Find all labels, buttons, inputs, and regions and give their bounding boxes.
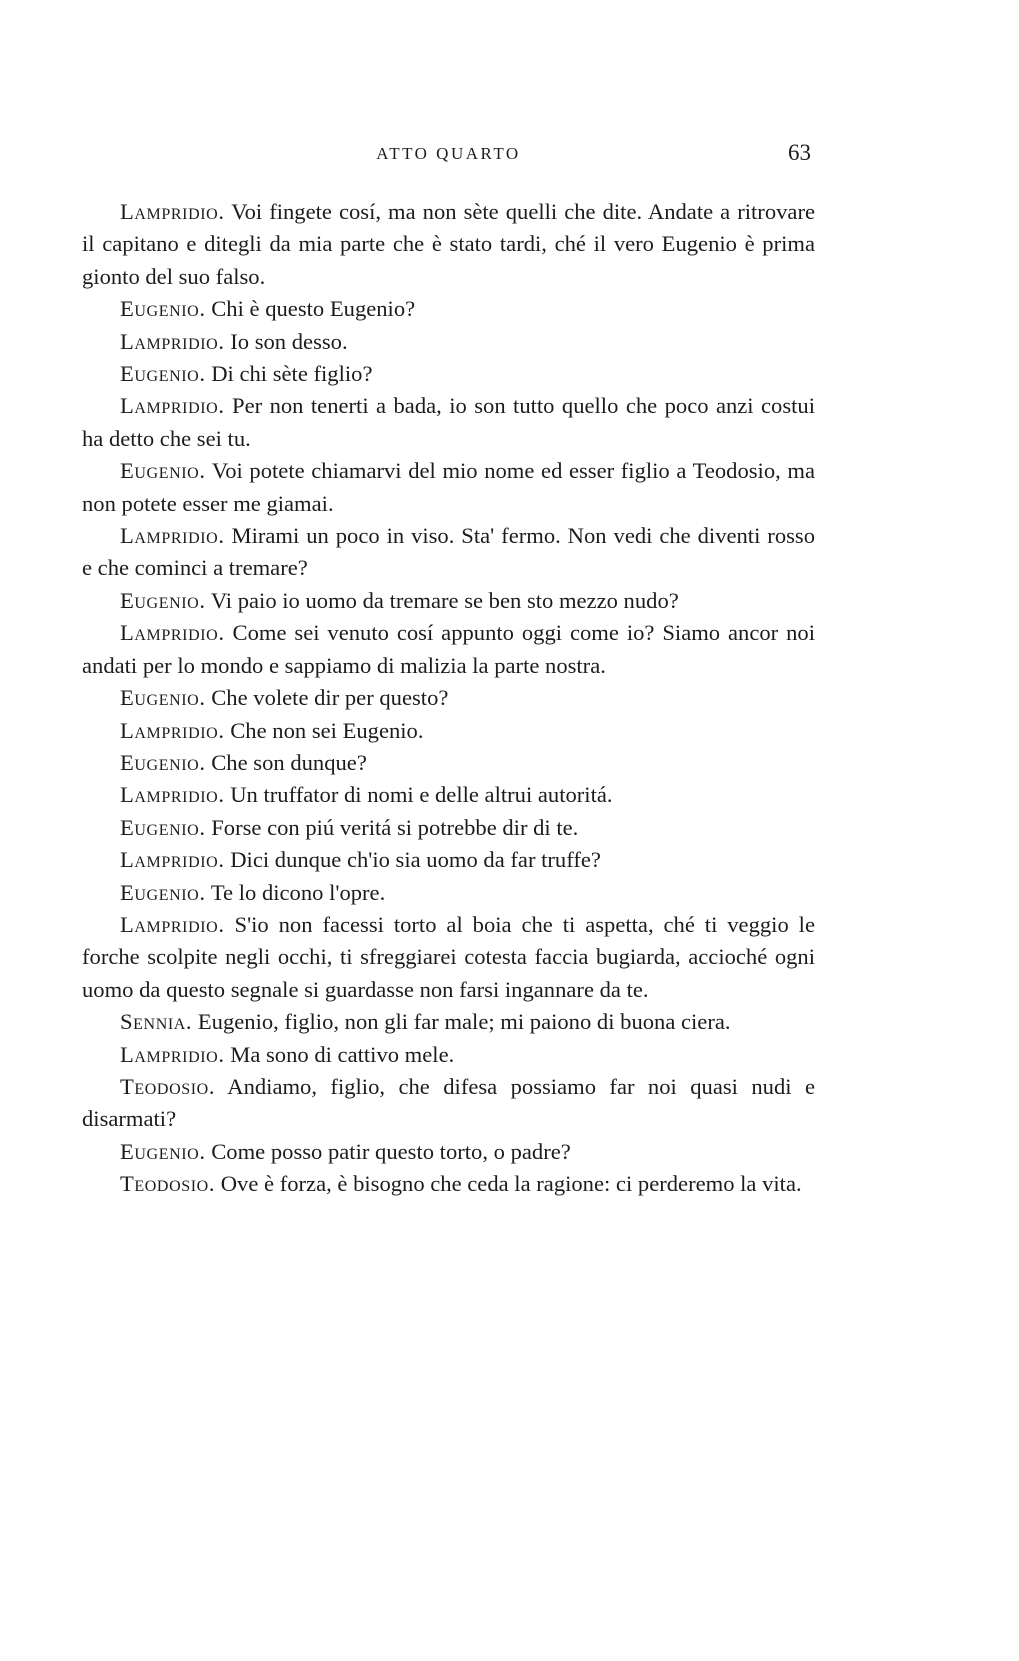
speaker-name: Eugenio. bbox=[120, 296, 206, 322]
speech-paragraph bbox=[82, 1168, 815, 1200]
speech-paragraph bbox=[82, 812, 815, 844]
speaker-name: Eugenio. bbox=[120, 879, 206, 905]
speaker-name: Teodosio. bbox=[120, 1171, 216, 1197]
speaker-name: Lampridio. bbox=[120, 199, 225, 224]
speech-paragraph bbox=[82, 326, 815, 358]
speaker-name: Lampridio. bbox=[120, 782, 225, 808]
speech-paragraph bbox=[82, 585, 815, 617]
speech-paragraph bbox=[82, 844, 815, 876]
speech-paragraph bbox=[82, 1006, 815, 1038]
speaker-name: Lampridio. bbox=[120, 847, 225, 873]
play-dialogue bbox=[82, 196, 815, 1201]
speech-text: Per non tenerti a bada, io son tutto quello che poco anzi costui ha detto che sei tu. bbox=[82, 393, 815, 451]
speech-paragraph bbox=[82, 196, 815, 293]
speaker-name: Lampridio. bbox=[120, 393, 225, 419]
speech-text: Come sei venuto cosí appunto oggi come io? Siamo ancor noi andati per lo mondo e sappiamo di malizia la parte nostra. bbox=[82, 620, 815, 678]
speech-paragraph bbox=[82, 909, 815, 1006]
speech-text: Che volete dir per questo? bbox=[211, 685, 449, 711]
speaker-name: Eugenio. bbox=[120, 685, 206, 711]
speech-text: Forse con piú veritá si potrebbe dir di te. bbox=[211, 814, 579, 840]
page-number: 63 bbox=[788, 140, 811, 165]
speech-paragraph bbox=[82, 682, 815, 714]
speech-text: Chi è questo Eugenio? bbox=[211, 296, 416, 322]
speaker-name: Lampridio. bbox=[120, 328, 225, 354]
speech-paragraph bbox=[82, 455, 815, 520]
speech-paragraph bbox=[82, 715, 815, 747]
speech-text: Ma sono di cattivo mele. bbox=[230, 1041, 455, 1067]
speech-text: Che non sei Eugenio. bbox=[230, 717, 424, 743]
speech-paragraph bbox=[82, 877, 815, 909]
speech-paragraph bbox=[82, 1136, 815, 1168]
speech-text: Eugenio, figlio, non gli far male; mi paiono di buona ciera. bbox=[197, 1009, 731, 1035]
running-head bbox=[82, 140, 815, 176]
speaker-name: Teodosio. bbox=[120, 1073, 216, 1099]
speech-paragraph bbox=[82, 390, 815, 455]
speech-text: Mirami un poco in viso. Sta' fermo. Non vedi che diventi rosso e che cominci a tremare? bbox=[82, 523, 815, 581]
speaker-name: Lampridio. bbox=[120, 620, 225, 646]
speech-text: Voi potete chiamarvi del mio nome ed esser figlio a Teodosio, ma non potete esser me giamai. bbox=[82, 458, 815, 516]
speaker-name: Eugenio. bbox=[120, 587, 206, 613]
speech-text: Voi fingete cosí, ma non sète quelli che dite. Andate a ritrovare il capitano e ditegli da mia parte che è stato tardi, ché il vero Eugenio è prima gionto del suo falso. bbox=[82, 199, 815, 289]
speech-text: Come posso patir questo torto, o padre? bbox=[211, 1138, 571, 1164]
speaker-name: Eugenio. bbox=[120, 814, 206, 840]
speaker-name: Eugenio. bbox=[120, 458, 206, 484]
speech-text: Dici dunque ch'io sia uomo da far truffe? bbox=[230, 847, 601, 873]
speech-text: Che son dunque? bbox=[211, 749, 367, 775]
speech-paragraph bbox=[82, 293, 815, 325]
speech-text: Di chi sète figlio? bbox=[211, 361, 373, 387]
speech-paragraph bbox=[82, 747, 815, 779]
speech-paragraph bbox=[82, 520, 815, 585]
speaker-name: Lampridio. bbox=[120, 1041, 225, 1067]
speaker-name: Lampridio. bbox=[120, 717, 225, 743]
speech-text: Io son desso. bbox=[230, 328, 348, 354]
speech-paragraph bbox=[82, 617, 815, 682]
speaker-name: Eugenio. bbox=[120, 361, 206, 387]
speech-paragraph bbox=[82, 1071, 815, 1136]
running-title: ATTO QUARTO bbox=[376, 144, 521, 163]
speech-text: Te lo dicono l'opre. bbox=[210, 879, 386, 905]
speaker-name: Eugenio. bbox=[120, 1138, 206, 1164]
speech-paragraph bbox=[82, 779, 815, 811]
speech-paragraph bbox=[82, 1039, 815, 1071]
speaker-name: Lampridio. bbox=[120, 911, 225, 937]
speech-text: Ove è forza, è bisogno che ceda la ragione: ci perderemo la vita. bbox=[220, 1171, 802, 1197]
speech-text: Andiamo, figlio, che difesa possiamo far noi quasi nudi e disarmati? bbox=[82, 1073, 815, 1132]
speech-text: S'io non facessi torto al boia che ti aspetta, ché ti veggio le forche scolpite negli occhi, ti sfreggiarei cotesta faccia bugiarda, accioché ogni uomo da questo segnale si guardasse non farsi ingannare da te. bbox=[82, 911, 815, 1002]
speaker-name: Sennia. bbox=[120, 1009, 193, 1035]
speaker-name: Eugenio. bbox=[120, 749, 206, 775]
speech-text: Vi paio io uomo da tremare se ben sto mezzo nudo? bbox=[210, 587, 679, 613]
speech-paragraph bbox=[82, 358, 815, 390]
speaker-name: Lampridio. bbox=[120, 523, 225, 549]
speech-text: Un truffator di nomi e delle altrui autoritá. bbox=[230, 782, 613, 808]
